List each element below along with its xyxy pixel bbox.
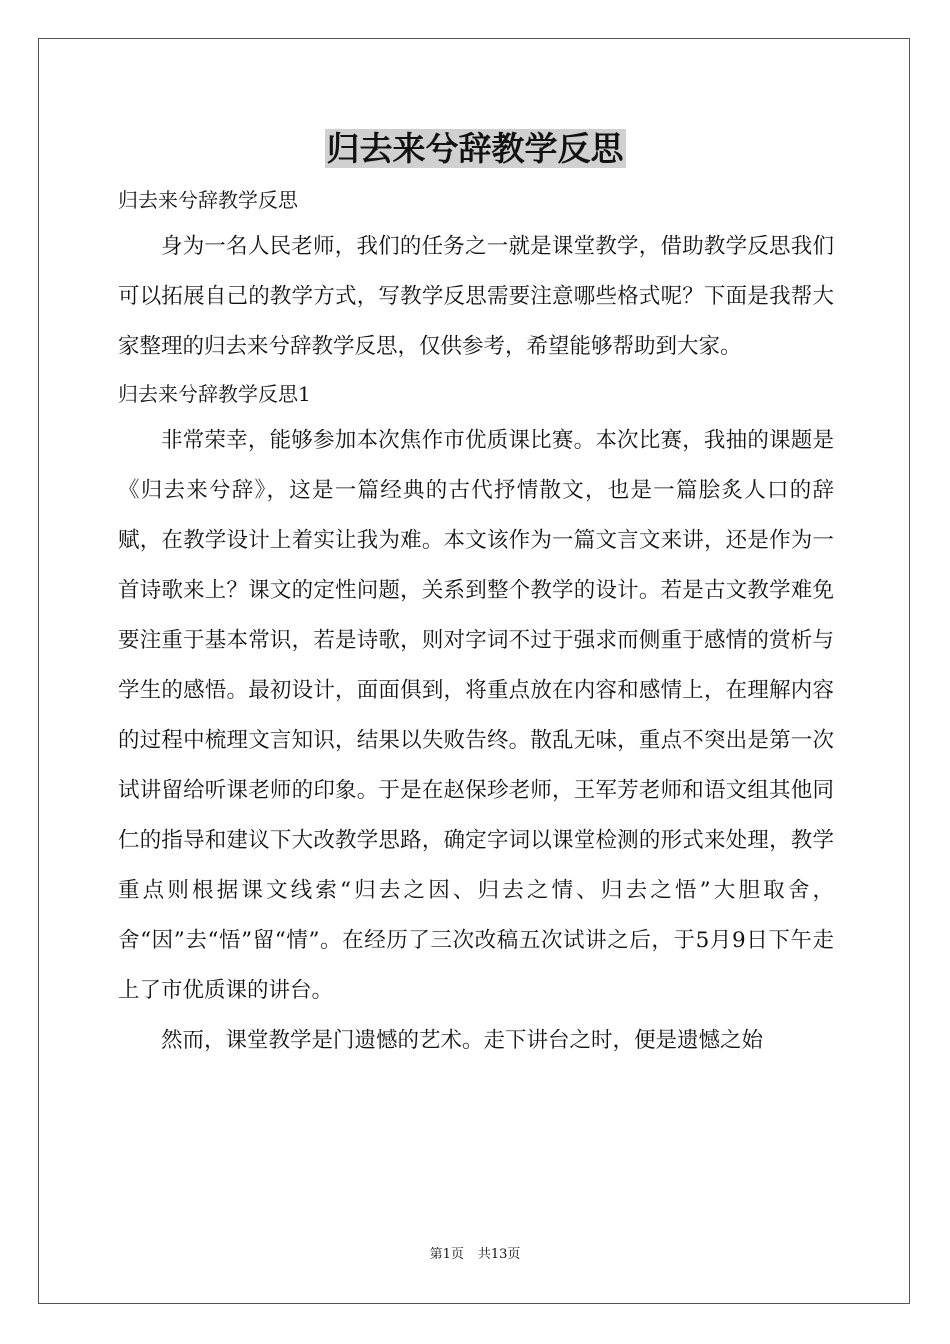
page-number: 第1页 <box>429 1247 464 1262</box>
document-title <box>0 125 950 173</box>
section-heading: 归去来兮辞教学反思1 <box>118 382 311 406</box>
document-subtitle: 归去来兮辞教学反思 <box>118 188 298 212</box>
body-paragraph-1: 非常荣幸，能够参加本次焦作市优质课比赛。本次比赛，我抽的课题是《归去来兮辞》，这是一篇经典的古代抒情散文，也是一篇脍炙人口的辞赋，在教学设计上着实让我为难。本文该作为一篇文言文来讲，还是作为一首诗歌来上？课文的定性问题，关系到整个教学的设计。若是古文教学难免要注重于基本常识，若是诗歌，则对字词不过于强求而侧重于感情的赏析与学生的感悟。最初设计，面面俱到，将重点放在内容和感情上，在理解内容的过程中梳理文言知识，结果以失败告终。散乱无味，重点不突出是第一次试讲留给听课老师的印象。于是在赵保珍老师，王军芳老师和语文组其他同仁的指导和建议下大改教学思路，确定字词以课堂检测的形式来处理，教学重点则根据课文线索“归去之因、归去之情、归去之悟”大胆取舍，舍“因”去“悟”留“情”。在经历了三次改稿五次试讲之后，于5月9日下午走上了市优质课的讲台。 <box>118 428 834 1003</box>
total-pages: 共13页 <box>477 1247 521 1262</box>
body-paragraph-2: 然而，课堂教学是门遗憾的艺术。走下讲台之时，便是遗憾之始 <box>161 1028 764 1053</box>
intro-paragraph: 身为一名人民老师，我们的任务之一就是课堂教学，借助教学反思我们可以拓展自己的教学方式，写教学反思需要注意哪些格式呢？下面是我帮大家整理的归去来兮辞教学反思，仅供参考，希望能够帮助到大家。 <box>118 234 834 359</box>
page-footer <box>0 1246 950 1264</box>
document-body <box>118 178 834 1066</box>
document-title-text: 归去来兮辞教学反思 <box>326 129 624 168</box>
